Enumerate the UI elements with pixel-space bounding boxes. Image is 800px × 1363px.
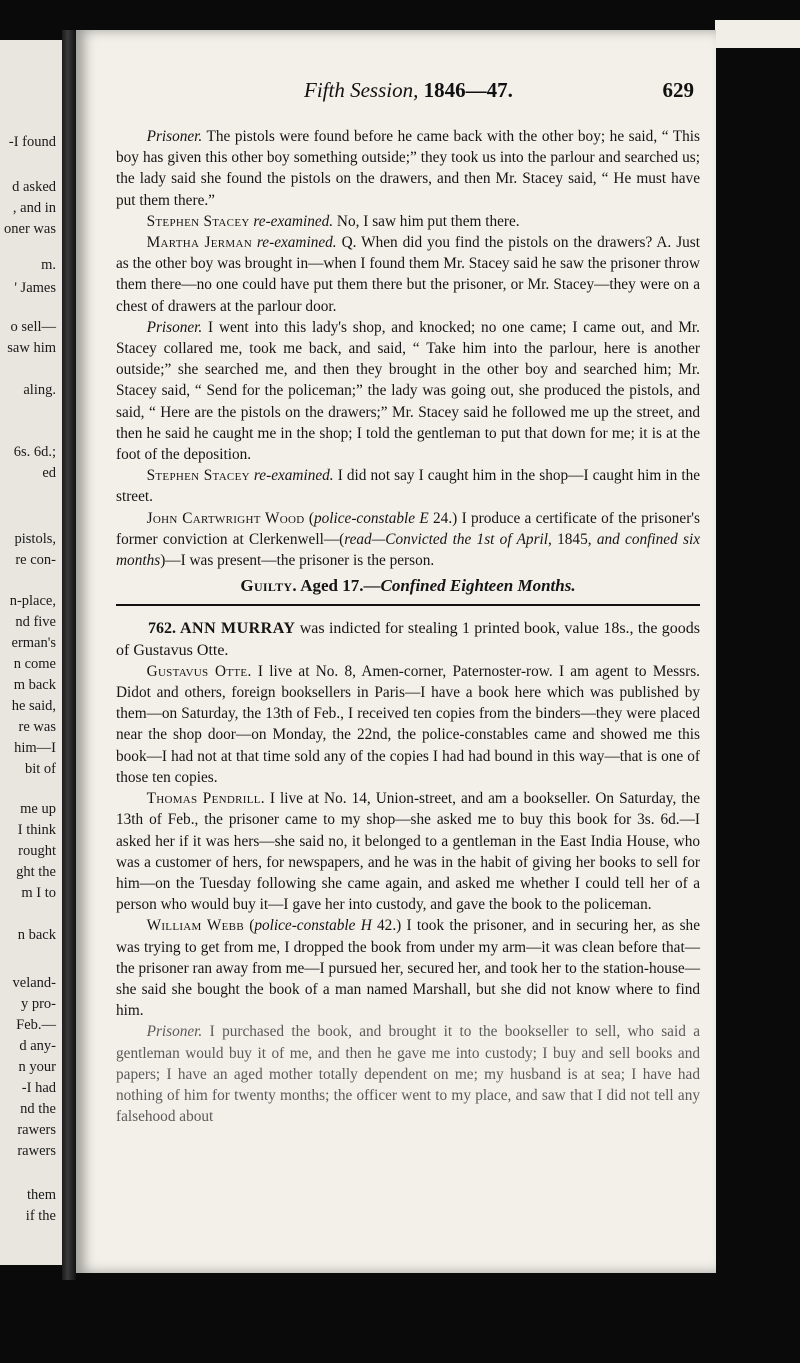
margin-fragment: m I to: [21, 885, 56, 901]
margin-fragment: n come: [13, 656, 56, 672]
page-corner: [715, 20, 800, 48]
margin-fragment: if the: [25, 1208, 56, 1224]
margin-fragment: 6s. 6d.;: [13, 444, 56, 460]
margin-fragment: me up: [20, 801, 56, 817]
margin-fragment: n back: [17, 927, 56, 943]
case-heading: [116, 618, 700, 660]
facing-page-edge: [0, 40, 65, 1265]
margin-fragment: nd the: [20, 1101, 56, 1117]
read-note: read—Convicted the 1st of April: [344, 530, 549, 548]
margin-fragment: Feb.—: [16, 1017, 56, 1033]
margin-fragment: , and in: [12, 200, 56, 216]
book-spine: [62, 30, 76, 1280]
margin-fragment: y pro-: [20, 996, 56, 1012]
speaker-role: re-examined.: [251, 234, 337, 252]
testimony-paragraph: [116, 126, 700, 211]
margin-fragment: aling.: [23, 382, 56, 398]
margin-fragment: ' James: [14, 280, 56, 296]
margin-fragment: d any-: [19, 1038, 56, 1054]
margin-fragment: m.: [41, 257, 56, 273]
case-number: 762.: [148, 620, 176, 638]
testimony-text: Q. When did you find the pistols on the drawers? A. Just as the other boy was brought in—when I found them Mr. Stacey said he saw the prisoner throw them there—no one could have put them there but the prisoner, or Mr. Stacey—they were on a chest of drawers at the parlour door.: [116, 234, 701, 315]
running-head: [304, 78, 513, 103]
testimony-paragraph: [116, 211, 700, 232]
verdict-label: Guilty.: [240, 576, 297, 596]
testimony-text: I purchased the book, and brought it to the bookseller to sell, who said a gentleman would buy it of me, and then he gave me into custody; I buy and sell books and papers; I have an aged mother totally dependent on me; my husband is at sea; I have had nothing of him for twenty months; the officer went to my place, and saw that I did not tell any falsehood about: [116, 1023, 700, 1126]
margin-fragment: m back: [13, 677, 56, 693]
testimony-text: I did not say I caught him in the shop—I caught him in the street.: [116, 467, 701, 506]
margin-fragment: ght the: [16, 864, 56, 880]
defendant-name: ANN MURRAY: [176, 620, 296, 638]
testimony-paragraph: [116, 661, 700, 788]
margin-fragment: rought: [18, 843, 56, 859]
margin-fragment: them: [27, 1187, 56, 1203]
case-divider: [116, 604, 700, 606]
testimony-text: I went into this lady's shop, and knocked; no one came; I came out, and Mr. Stacey collared me, took me back, and said, “ Take him into the parlour, here is another outside;” she searched me, and then they brought in the other boy and searched him; Mr. Stacey said, “ Send for the policeman;” the lady was going out, she produced the pistols, and said, “ Here are the pistols on the drawers;” Mr. Stacey said he followed me up the street, and then he said he caught me in the shop; I told the gentleman to put that down for me; it is at the foot of the deposition.: [116, 318, 700, 464]
margin-fragment: saw him: [7, 340, 56, 356]
paren: (: [304, 509, 314, 527]
margin-fragment: -I found: [8, 134, 56, 150]
margin-fragment: re was: [18, 719, 56, 735]
margin-fragment: oner was: [4, 221, 56, 237]
paren: (: [243, 917, 255, 935]
testimony-text: I took the prisoner, and in securing her, as she was trying to get from me, I dropped the book from under my arm—it was clean before that—the prisoner ran away from me—I pursued her, secured her, and took her to the station-house—she said she bought the book of a man named Marshall, but she did not know where to find him.: [116, 917, 700, 1020]
testimony-text: , 1845,: [548, 530, 597, 548]
speaker: Gustavus Otte.: [146, 662, 252, 680]
margin-fragment: re con-: [15, 552, 56, 568]
margin-fragment: d asked: [12, 179, 56, 195]
page-body: [116, 126, 700, 1127]
speaker-role: police-constable E: [313, 509, 429, 527]
speaker: Prisoner.: [146, 318, 203, 336]
margin-fragment: rawers: [17, 1122, 56, 1138]
speaker: Martha Jerman: [146, 234, 252, 252]
margin-fragment: nd five: [15, 614, 56, 630]
speaker: Thomas Pendrill.: [146, 790, 265, 808]
speaker: William Webb: [146, 917, 244, 935]
margin-fragment: n your: [18, 1059, 56, 1075]
testimony-text: No, I saw him put them there.: [333, 212, 520, 230]
role-number: 24.): [428, 509, 458, 527]
testimony-paragraph: [116, 232, 700, 317]
margin-fragment: bit of: [24, 761, 56, 777]
margin-fragment: n-place,: [9, 593, 56, 609]
testimony-paragraph: [116, 508, 700, 572]
margin-fragment: pistols,: [14, 531, 56, 547]
speaker-role: re-examined.: [249, 212, 334, 230]
session-years: 1846—47.: [423, 78, 513, 102]
speaker-role: police-constable H: [254, 917, 372, 935]
testimony-text: The pistols were found before he came back with the other boy; he said, “ This boy has given this other boy something outside;” they took us into the parlour and searched us; the lady said she found the pistols on the drawers, and then Mr. Stacey said, “ He must have put them there.”: [116, 128, 700, 209]
page-number: 629: [662, 78, 694, 102]
margin-fragment: veland-: [12, 975, 56, 991]
role-number: 42.): [371, 917, 402, 935]
margin-fragment: ed: [42, 465, 56, 481]
margin-fragment: he said,: [11, 698, 56, 714]
speaker: John Cartwright Wood: [146, 509, 305, 527]
testimony-paragraph: [116, 317, 700, 465]
testimony-text: I live at No. 8, Amen-corner, Paternoster-row. I am agent to Messrs. Didot and others, foreign booksellers in Paris—I have a book here which was published by them—on Saturday, the 13th of Feb., I received ten copies from the binders—they were placed near the shop door—on Monday, the 22nd, the police-constables came and showed me this book—I had not at that time sold any of the copies I had had bound in this way—that is one of those ten copies.: [116, 662, 701, 786]
speaker: Stephen Stacey: [146, 467, 250, 485]
session-title: Fifth Session,: [304, 78, 419, 102]
charge-text: was indicted for stealing 1 printed book, value 18s., the goods of Gustavus Otte.: [116, 620, 701, 659]
margin-fragment: rawers: [17, 1143, 56, 1159]
testimony-paragraph: [116, 465, 700, 507]
verdict-age: Aged 17.—: [296, 576, 381, 596]
page-header: [76, 78, 716, 110]
read-note: and confined six months: [116, 530, 700, 570]
speaker-role: re-examined.: [249, 467, 334, 485]
testimony-paragraph: [116, 1021, 700, 1127]
testimony-paragraph: [116, 788, 700, 915]
testimony-text: )—I was present—the prisoner is the person.: [160, 552, 435, 570]
book-page: [76, 30, 716, 1273]
verdict-sentence: Confined Eighteen Months.: [380, 576, 576, 596]
testimony-paragraph: [116, 915, 700, 1021]
margin-fragment: erman's: [11, 635, 56, 651]
testimony-text: I live at No. 14, Union-street, and am a bookseller. On Saturday, the 13th of Feb., the prisoner came to my shop—she asked me to buy this book for 3s. 6d.—I asked her if it was hers—she said no, it belonged to a gentleman in the East India House, who was a customer of hers, for newspapers, and he was in the habit of giving her books to sell for him—on the Tuesday following she came again, and asked me whether I could tell her of a person who would buy it—I gave her into custody, and gave the book to the policeman.: [116, 790, 700, 914]
margin-fragment: him—I: [14, 740, 56, 756]
margin-fragment: -I had: [21, 1080, 56, 1096]
margin-fragment: o sell—: [10, 319, 56, 335]
speaker: Prisoner.: [146, 128, 203, 145]
speaker: Prisoner.: [146, 1023, 203, 1041]
verdict-line: [116, 575, 700, 596]
testimony-text: I produce a certificate of the prisoner's former conviction at Clerkenwell—(: [116, 509, 700, 548]
speaker: Stephen Stacey: [146, 212, 250, 230]
margin-fragment: I think: [17, 822, 56, 838]
